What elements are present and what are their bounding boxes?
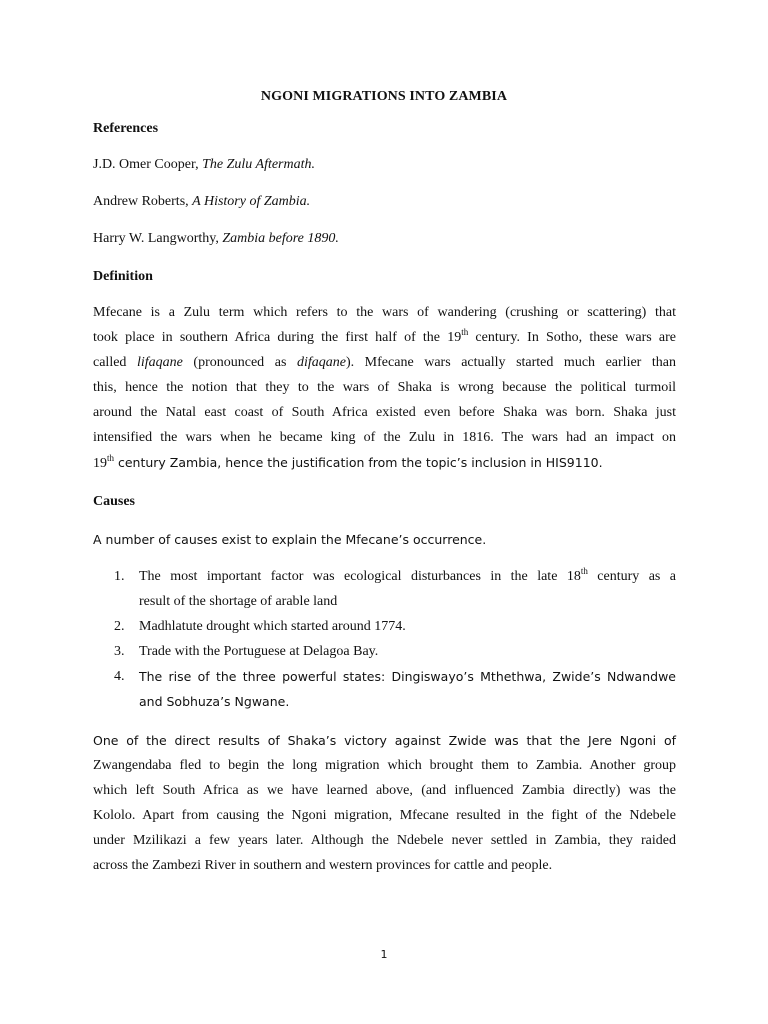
paragraph-line: under Mzilikazi a few years later. Although the Ndebele never settled in Zambia, they raided <box>93 833 676 848</box>
paragraph-line: Kololo. Apart from causing the Ngoni migration, Mfecane resulted in the fight of the Ndebele <box>93 808 676 823</box>
paragraph-line: Zwangendaba fled to begin the long migration which brought them to Zambia. Another group <box>93 758 676 773</box>
paragraph-line: took place in southern Africa during the first half of the 19th century. In Sotho, these wars are <box>93 327 677 345</box>
reference-author: Andrew Roberts, <box>93 194 193 209</box>
document-title: NGONI MIGRATIONS INTO ZAMBIA <box>260 89 508 104</box>
list-item: 2. Madhlatute drought which started around 1774. <box>114 619 406 634</box>
causes-heading: Causes <box>93 494 136 509</box>
reference-author: Harry W. Langworthy, <box>93 231 223 246</box>
paragraph-line: 19th century Zambia, hence the justification from the topic’s inclusion in HIS9110. <box>93 453 603 471</box>
reference-item <box>93 231 339 247</box>
paragraph-line: which left South Africa as we have learned above, (and influenced Zambia directly) was the <box>93 783 676 798</box>
references-heading: References <box>93 121 159 136</box>
reference-item <box>93 157 315 173</box>
reference-item <box>93 194 310 210</box>
paragraph-line: Mfecane is a Zulu term which refers to the wars of wandering (crushing or scattering) that <box>93 305 676 320</box>
reference-author: J.D. Omer Cooper, <box>93 157 203 172</box>
list-item: 1. The most important factor was ecological disturbances in the late 18th century as a result of the shortage of arable land <box>114 566 677 609</box>
causes-intro: A number of causes exist to explain the Mfecane’s occurrence. <box>93 532 487 547</box>
reference-work: A History of Zambia. <box>192 194 311 209</box>
paragraph-line: One of the direct results of Shaka’s victory against Zwide was that the Jere Ngoni of <box>93 733 676 748</box>
definition-paragraph <box>93 300 676 475</box>
definition-heading: Definition <box>93 269 153 284</box>
results-paragraph <box>93 728 676 878</box>
paragraph-line: this, hence the notion that they to the wars of Shaka is wrong because the political turmoil <box>93 380 676 395</box>
list-item: 3. Trade with the Portuguese at Delagoa Bay. <box>114 644 379 659</box>
causes-list <box>114 564 676 714</box>
page-number: 1 <box>380 948 388 961</box>
paragraph-line: around the Natal east coast of South Africa existed even before Shaka was born. Shaka just <box>93 405 676 420</box>
paragraph-line: intensified the wars when he became king of the Zulu in 1816. The wars had an impact on <box>93 430 676 445</box>
reference-work: The Zulu Aftermath. <box>202 157 316 172</box>
list-item: 4. The rise of the three powerful states: Dingiswayo’s Mthethwa, Zwide’s Ndwandwe and Sobhuza’s Ngwane. <box>114 669 676 709</box>
paragraph-line: across the Zambezi River in southern and western provinces for cattle and people. <box>93 858 553 873</box>
paragraph-line: called lifaqane (pronounced as difaqane). Mfecane wars actually started much earlier than <box>93 355 676 370</box>
reference-work: Zambia before 1890. <box>222 231 339 246</box>
